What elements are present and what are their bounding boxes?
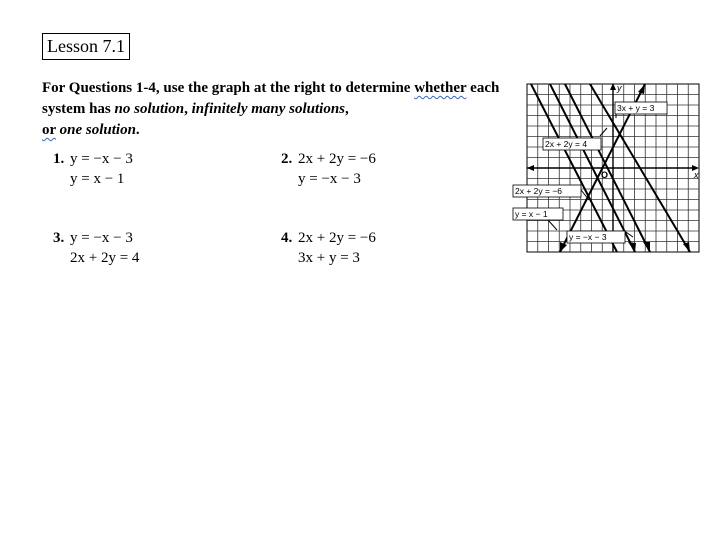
problem-number: 1. [53, 151, 65, 167]
svg-text:y = −x − 3: y = −x − 3 [569, 232, 607, 242]
x-axis-label: x [694, 170, 699, 180]
svg-text:3x + y = 3: 3x + y = 3 [617, 103, 655, 113]
problem-equation-2: y = x − 1 [70, 171, 125, 187]
origin-label: O [601, 170, 609, 180]
svg-text:2x + 2y = 4: 2x + 2y = 4 [545, 139, 588, 149]
label-y-eq-neg-x-minus-3 [567, 230, 633, 243]
problem-3 [53, 228, 139, 268]
problem-number: 2. [281, 151, 293, 167]
problem-equation-2: 2x + 2y = 4 [70, 250, 140, 266]
problem-equation-2: y = −x − 3 [298, 171, 361, 187]
svg-text:y = x − 1: y = x − 1 [515, 209, 548, 219]
coordinate-graph [505, 80, 710, 260]
problem-4 [281, 228, 376, 268]
problem-1 [53, 149, 133, 189]
y-axis-label: y [617, 83, 622, 93]
lesson-title: Lesson 7.1 [42, 33, 130, 60]
instructions-text: For Questions 1-4, use the graph at the right to determine whether each system has no solution, infinitely many solutions, or one solution. [42, 80, 500, 138]
problem-equation-1: y = −x − 3 [70, 230, 133, 246]
problem-number: 3. [53, 230, 65, 246]
problem-number: 4. [281, 230, 293, 246]
problem-equation-1: y = −x − 3 [70, 151, 133, 167]
problem-equation-1: 2x + 2y = −6 [298, 230, 376, 246]
problem-equation-1: 2x + 2y = −6 [298, 151, 376, 167]
svg-text:2x + 2y = −6: 2x + 2y = −6 [515, 186, 563, 196]
problem-equation-2: 3x + y = 3 [298, 250, 360, 266]
problem-2 [281, 149, 376, 189]
